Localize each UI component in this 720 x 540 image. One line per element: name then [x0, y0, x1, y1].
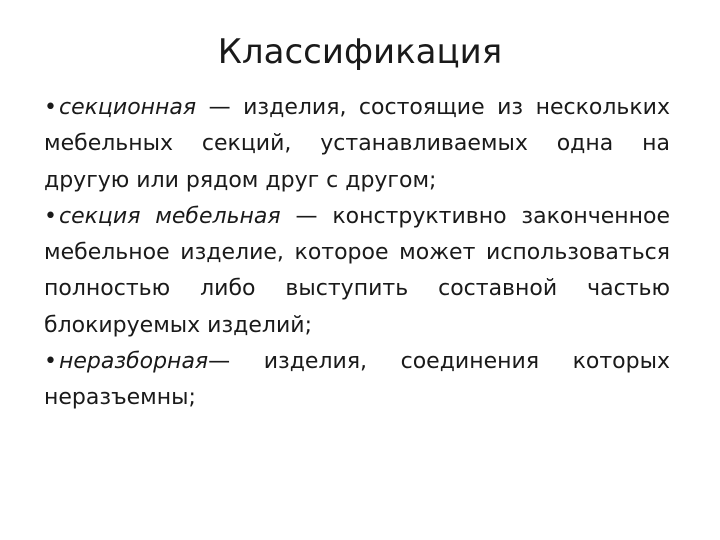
list-item-sectional [44, 90, 670, 199]
list-item-furniture-section [44, 199, 670, 344]
definition: — конструктивно законченное мебельное изделие, которое может использоваться полностью либо выступить составной частью блокируемых изделий; [44, 203, 671, 338]
term: секционная [59, 95, 197, 120]
bullet-list [44, 90, 670, 417]
bullet-icon: • [44, 203, 57, 229]
definition: — изделия, соединения которых неразъемны; [44, 349, 670, 411]
bullet-icon: • [44, 95, 57, 120]
term: секция мебельная [59, 203, 281, 229]
list-item-non-demountable [44, 344, 670, 417]
bullet-icon: • [44, 349, 57, 375]
term: неразборная [59, 349, 209, 375]
definition: — изделия, состоящие из нескольких мебельных секций, устанавливаемых одна на другую или рядом друг с другом; [44, 95, 670, 193]
slide-title: Классификация [217, 32, 503, 72]
